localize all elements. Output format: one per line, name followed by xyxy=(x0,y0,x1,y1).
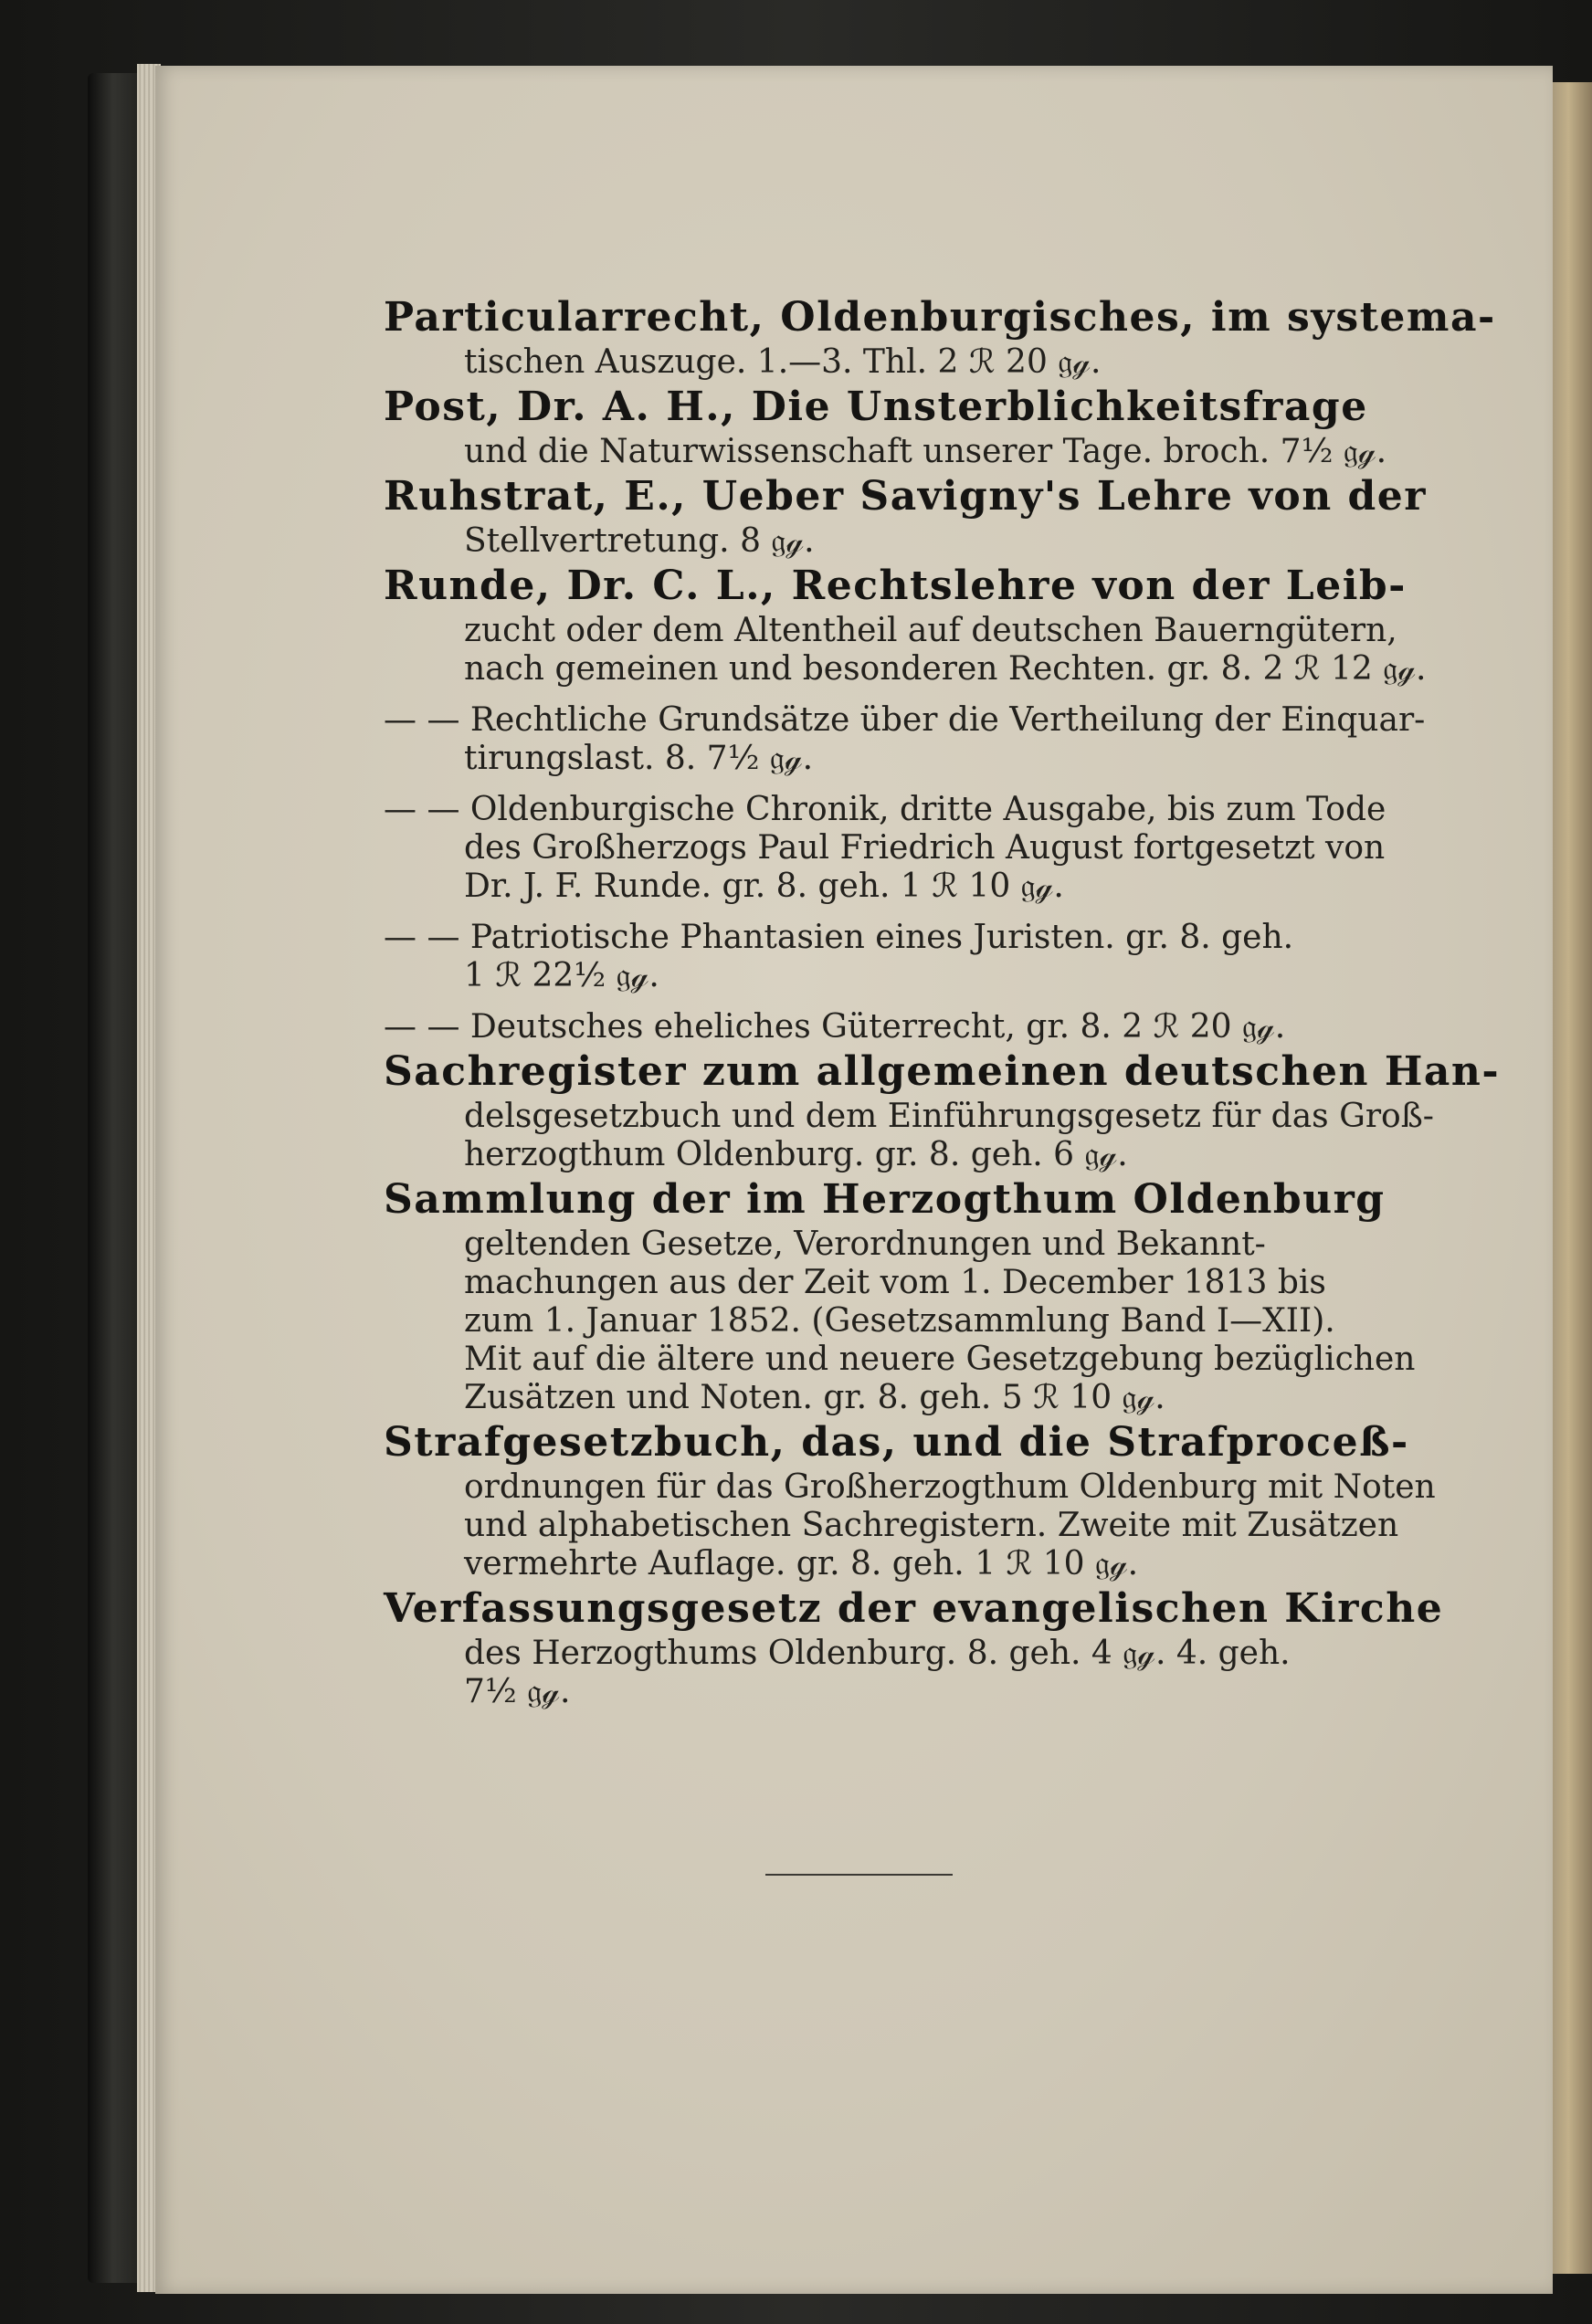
entry-line: Mit auf die ältere und neuere Gesetzgebung bezüglichen xyxy=(464,1341,1416,1378)
catalog-text xyxy=(384,292,1501,1711)
entry-line: — — Oldenburgische Chronik, dritte Ausgabe, bis zum Tode xyxy=(384,791,1386,828)
entry-line: tirungslast. 8. 7½ 𝔤ℊ. xyxy=(464,740,814,777)
entry-line: — — Patriotische Phantasien eines Juristen. gr. 8. geh. xyxy=(384,919,1294,956)
entry-runde xyxy=(384,561,1427,689)
entry-strafgesetzbuch xyxy=(384,1417,1436,1583)
entry-line: und die Naturwissenschaft unserer Tage. broch. 7½ 𝔤ℊ. xyxy=(464,433,1387,470)
entry-verfassungsgesetz xyxy=(384,1583,1444,1711)
entry-sammlung xyxy=(384,1174,1416,1417)
entry-line: tischen Auszuge. 1.—3. Thl. 2 ℛ 20 𝔤ℊ. xyxy=(464,343,1102,381)
entry-line: — — Rechtliche Grundsätze über die Vertheilung der Einquar- xyxy=(384,701,1426,739)
entry-line: zucht oder dem Altentheil auf deutschen Bauerngütern, xyxy=(464,612,1397,649)
entry-particularrecht xyxy=(384,292,1496,382)
sub-entry-chronik xyxy=(384,791,1386,906)
headword: Strafgesetzbuch, das, und die Strafproceß- xyxy=(384,1419,1409,1466)
entry-line: Zusätzen und Noten. gr. 8. geh. 5 ℛ 10 𝔤ℊ. xyxy=(464,1379,1165,1416)
entry-line: 1 ℛ 22½ 𝔤ℊ. xyxy=(464,957,659,994)
entry-line: geltenden Gesetze, Verordnungen und Bekannt- xyxy=(464,1225,1266,1263)
headword: Post, Dr. A. H., Die Unsterblichkeitsfrage xyxy=(384,384,1368,430)
entry-line: nach gemeinen und besonderen Rechten. gr. 8. 2 ℛ 12 𝔤ℊ. xyxy=(464,650,1427,688)
entry-line: vermehrte Auflage. gr. 8. geh. 1 ℛ 10 𝔤ℊ. xyxy=(464,1545,1139,1583)
sub-entry-rechtliche-grundsaetze xyxy=(384,701,1426,778)
entry-sachregister xyxy=(384,1046,1501,1174)
headword: Verfassungsgesetz der evangelischen Kirche xyxy=(384,1585,1444,1632)
headword: Sachregister zum allgemeinen deutschen Han- xyxy=(384,1048,1501,1095)
sub-entry-gueterrecht xyxy=(384,1008,1347,1046)
entry-line: delsgesetzbuch und dem Einführungsgesetz für das Groß- xyxy=(464,1098,1434,1135)
entry-post xyxy=(384,382,1387,471)
headword: Particularrecht, Oldenburgisches, im systema- xyxy=(384,294,1496,341)
headword: Runde, Dr. C. L., Rechtslehre von der Leib- xyxy=(384,563,1407,609)
end-rule xyxy=(765,1874,953,1876)
entry-line: — — Deutsches eheliches Güterrecht, gr. 8. 2 ℛ 20 𝔤ℊ. xyxy=(384,1008,1286,1046)
headword: Sammlung der im Herzogthum Oldenburg xyxy=(384,1176,1386,1223)
entry-line: Dr. J. F. Runde. gr. 8. geh. 1 ℛ 10 𝔤ℊ. xyxy=(464,868,1064,905)
entry-ruhstrat xyxy=(384,471,1427,561)
right-page-edge xyxy=(1553,82,1592,2274)
entry-line: machungen aus der Zeit vom 1. December 1813 bis xyxy=(464,1264,1326,1301)
entry-line: Stellvertretung. 8 𝔤ℊ. xyxy=(464,522,815,560)
entry-line: 7½ 𝔤ℊ. xyxy=(464,1673,571,1710)
sub-entry-phantasien xyxy=(384,919,1347,995)
entry-line: herzogthum Oldenburg. gr. 8. geh. 6 𝔤ℊ. xyxy=(464,1136,1128,1173)
entry-line: zum 1. Januar 1852. (Gesetzsammlung Band I—XII). xyxy=(464,1302,1335,1340)
entry-line: des Großherzogs Paul Friedrich August fortgesetzt von xyxy=(464,829,1386,867)
headword: Ruhstrat, E., Ueber Savigny's Lehre von der xyxy=(384,473,1427,520)
entry-line: ordnungen für das Großherzogthum Oldenburg mit Noten xyxy=(464,1468,1436,1506)
entry-line: und alphabetischen Sachregistern. Zweite mit Zusätzen xyxy=(464,1507,1399,1544)
entry-line: des Herzogthums Oldenburg. 8. geh. 4 𝔤ℊ. 4. geh. xyxy=(464,1635,1291,1672)
